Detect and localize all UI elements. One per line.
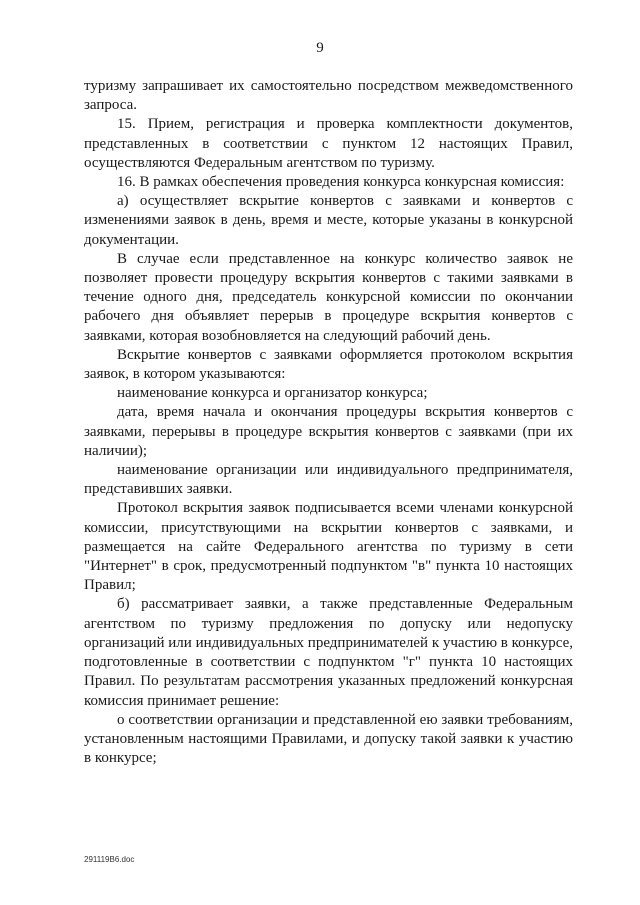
paragraph-protocol-item-applicants: наименование организации или индивидуального предпринимателя, представивших заявки. [84, 462, 573, 498]
paragraph-item-16: 16. В рамках обеспечения проведения конкурса конкурсная комиссия: [117, 174, 565, 191]
paragraph-protocol-intro: Вскрытие конвертов с заявками оформляется протоколом вскрытия заявок, в котором указываются: [84, 346, 573, 383]
paragraph-protocol-item-datetime: дата, время начала и окончания процедуры вскрытия конвертов с заявками, перерывы в процедуре вскрытия конвертов с заявками (при их наличии); [84, 404, 573, 459]
page-number: 9 [316, 40, 324, 56]
paragraph-protocol-item-name: наименование конкурса и организатор конкурса; [117, 385, 428, 402]
document-body [84, 77, 573, 768]
paragraph-break-rule: В случае если представленное на конкурс количество заявок не позволяет провести процедуру вскрытия конвертов с такими заявками в течение одного дня, председатель конкурсной комиссии по окончании рабочего дня объявляет перерыв в процедуре вскрытия конвертов с заявками, которая возобновляется на следующий рабочий день. [84, 250, 573, 344]
paragraph-item-15: 15. Прием, регистрация и проверка комплектности документов, представленных в соответствии с пунктом 12 настоящих Правил, осуществляются Федеральным агентством по туризму. [84, 116, 573, 171]
paragraph-continuation: туризму запрашивает их самостоятельно посредством межведомственного запроса. [84, 78, 573, 114]
paragraph-protocol-signing: Протокол вскрытия заявок подписывается всеми членами конкурсной комиссии, присутствующими на вскрытии конвертов с заявками, и размещается на сайте Федерального агентства по туризму в сети "Интернет" в срок, предусмотренный подпунктом "в" пункта 10 настоящих Правил; [84, 500, 573, 594]
paragraph-decision-admit: о соответствии организации и представленной ею заявки требованиям, установленным настоящими Правилами, и допуску такой заявки к участию в конкурсе; [84, 711, 573, 767]
paragraph-subitem-b: б) рассматривает заявки, а также представленные Федеральным агентством по туризму предложения по допуску или недопуску организаций или индивидуальных предпринимателей к участию в конкурсе, подготовленные в соответствии с подпунктом "г" пункта 10 настоящих Правил. По результатам рассмотрения указанных предложений конкурсная комиссия принимает решение: [84, 596, 573, 709]
footer-file-code: 291119В6.doc [84, 855, 135, 864]
paragraph-subitem-a: а) осуществляет вскрытие конвертов с заявками и конвертов с изменениями заявок в день, время и месте, которые указаны в конкурсной документации. [84, 193, 573, 248]
